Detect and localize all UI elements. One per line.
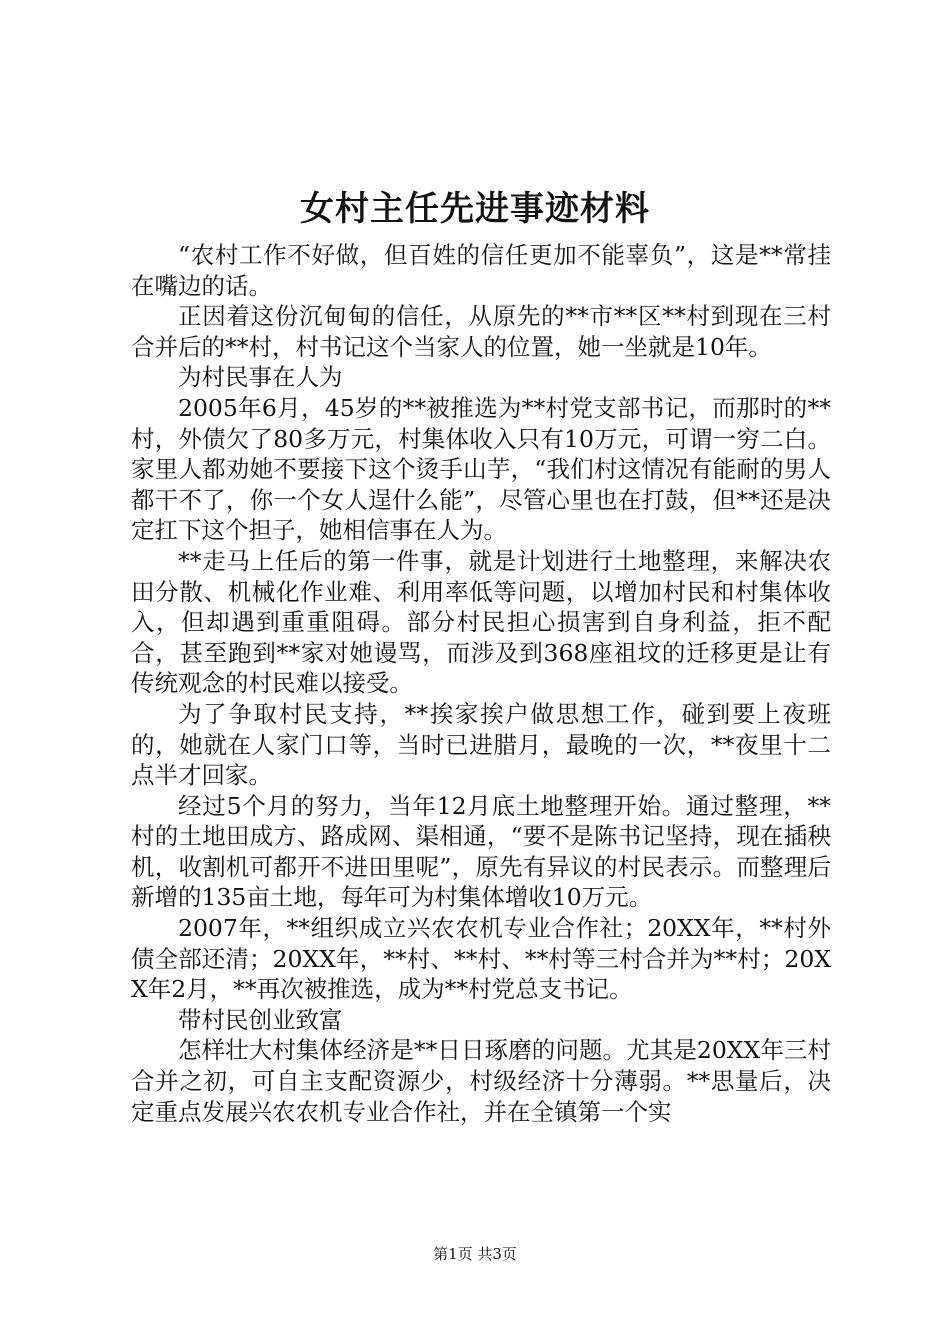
page-number-footer: 第1页 共3页 bbox=[433, 1245, 517, 1263]
paragraph: 2005年6月，45岁的**被推选为**村党支部书记，而那时的**村，外债欠了80多万元，村集体收入只有10万元，可谓一穷二白。家里人都劝她不要接下这个烫手山芋，“我们村这情况有能耐的男人都干不了，你一个女人逞什么能”，尽管心里也在打鼓，但**还是决定扛下这个担子，她相信事在人为。 bbox=[131, 393, 831, 545]
paragraph: 怎样壮大村集体经济是**日日琢磨的问题。尤其是20XX年三村合并之初，可自主支配资源少，村级经济十分薄弱。**思量后，决定重点发展兴农农机专业合作社，并在全镇第一个实 bbox=[131, 1036, 831, 1126]
paragraph: “农村工作不好做，但百姓的信任更加不能辜负”，这是**常挂在嘴边的话。 bbox=[131, 241, 831, 300]
section-heading: 为村民事在人为 bbox=[178, 363, 343, 392]
document-title: 女村主任先进事迹材料 bbox=[300, 189, 650, 229]
paragraph: 经过5个月的努力，当年12月底土地整理开始。通过整理，**村的土地田成方、路成网、渠相通，“要不是陈书记坚持，现在插秧机，收割机可都开不进田里呢”，原先有异议的村民表示。而整理后新增的135亩土地，每年可为村集体增收10万元。 bbox=[131, 791, 831, 912]
document-body bbox=[131, 240, 831, 1127]
section-heading: 带村民创业致富 bbox=[178, 1005, 343, 1034]
paragraph: **走马上任后的第一件事，就是计划进行土地整理，来解决农田分散、机械化作业难、利用率低等问题，以增加村民和村集体收入，但却遇到重重阻碍。部分村民担心损害到自身利益，拒不配合，甚至跑到**家对她谩骂，而涉及到368座祖坟的迁移更是让有传统观念的村民难以接受。 bbox=[131, 546, 831, 698]
paragraph: 为了争取村民支持，**挨家挨户做思想工作，碰到要上夜班的，她就在人家门口等，当时已进腊月，最晚的一次，**夜里十二点半才回家。 bbox=[131, 699, 831, 790]
paragraph: 2007年，**组织成立兴农农机专业合作社；20XX年，**村外债全部还清；20XX年，**村、**村、**村等三村合并为**村；20XX年2月，**再次被推选，成为**村党总支书记。 bbox=[131, 914, 831, 1004]
paragraph: 正因着这份沉甸甸的信任，从原先的**市**区**村到现在三村合并后的**村，村书记这个当家人的位置，她一坐就是10年。 bbox=[131, 302, 831, 361]
